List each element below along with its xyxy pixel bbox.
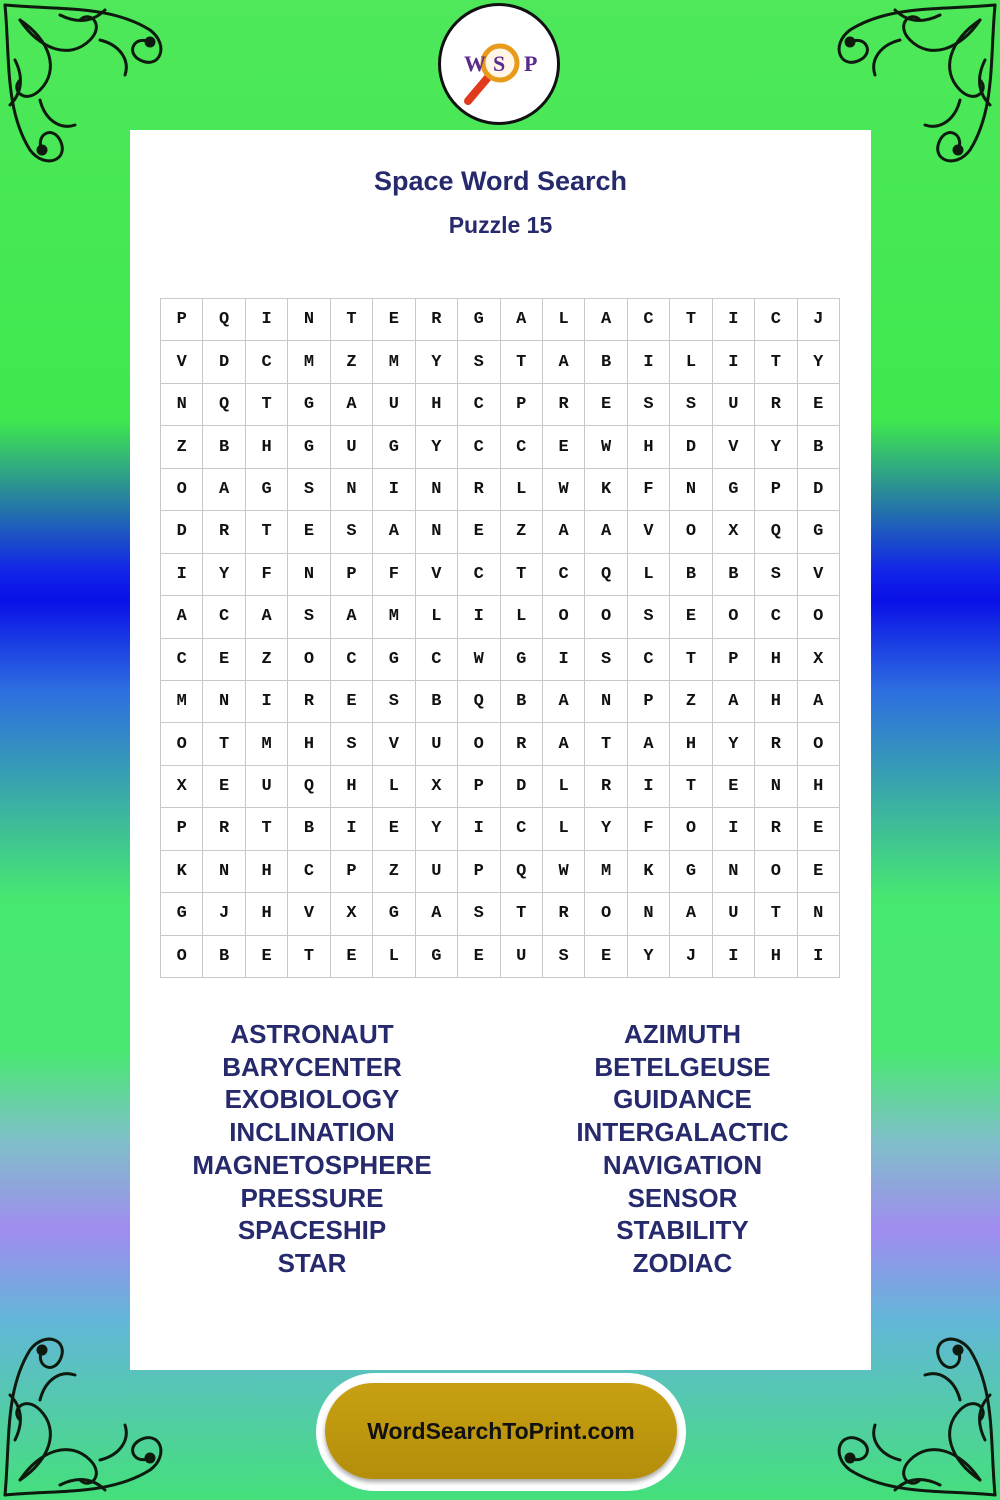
grid-cell[interactable]: N: [161, 384, 203, 426]
grid-cell[interactable]: O: [288, 639, 330, 681]
grid-cell[interactable]: A: [543, 723, 585, 765]
grid-cell[interactable]: X: [161, 766, 203, 808]
grid-cell[interactable]: H: [288, 723, 330, 765]
grid-cell[interactable]: T: [755, 341, 797, 383]
grid-cell[interactable]: A: [331, 384, 373, 426]
grid-cell[interactable]: A: [628, 723, 670, 765]
grid-cell[interactable]: A: [585, 511, 627, 553]
grid-cell[interactable]: N: [288, 554, 330, 596]
grid-cell[interactable]: B: [670, 554, 712, 596]
grid-cell[interactable]: C: [628, 299, 670, 341]
grid-cell[interactable]: W: [543, 469, 585, 511]
grid-cell[interactable]: V: [288, 893, 330, 935]
grid-cell[interactable]: U: [713, 384, 755, 426]
page-title: Space Word Search: [373, 166, 628, 196]
grid-cell[interactable]: L: [373, 936, 415, 978]
grid-cell[interactable]: O: [585, 893, 627, 935]
grid-cell[interactable]: L: [501, 469, 543, 511]
word-list-item: AZIMUTH: [624, 1019, 741, 1049]
grid-cell[interactable]: O: [161, 936, 203, 978]
grid-cell[interactable]: S: [628, 384, 670, 426]
grid-cell[interactable]: Z: [161, 426, 203, 468]
grid-cell[interactable]: Y: [628, 936, 670, 978]
grid-cell[interactable]: Y: [416, 808, 458, 850]
grid-cell[interactable]: U: [713, 893, 755, 935]
grid-cell[interactable]: G: [713, 469, 755, 511]
grid-cell[interactable]: I: [331, 808, 373, 850]
grid-cell[interactable]: T: [585, 723, 627, 765]
grid-cell[interactable]: W: [543, 851, 585, 893]
grid-cell[interactable]: F: [246, 554, 288, 596]
grid-cell[interactable]: R: [458, 469, 500, 511]
grid-cell[interactable]: P: [331, 851, 373, 893]
grid-cell[interactable]: Z: [246, 639, 288, 681]
grid-cell[interactable]: S: [628, 596, 670, 638]
puzzle-panel: [130, 130, 871, 1370]
grid-cell[interactable]: L: [670, 341, 712, 383]
grid-cell[interactable]: K: [628, 851, 670, 893]
grid-cell[interactable]: L: [543, 299, 585, 341]
grid-cell[interactable]: G: [416, 936, 458, 978]
grid-cell[interactable]: A: [331, 596, 373, 638]
grid-cell[interactable]: A: [246, 596, 288, 638]
grid-cell[interactable]: H: [755, 681, 797, 723]
grid-cell[interactable]: S: [288, 596, 330, 638]
grid-cell[interactable]: E: [585, 384, 627, 426]
grid-cell[interactable]: I: [713, 936, 755, 978]
wsp-logo[interactable]: [438, 3, 560, 125]
word-list-left: [130, 1018, 494, 1280]
grid-cell[interactable]: I: [246, 299, 288, 341]
grid-cell[interactable]: H: [670, 723, 712, 765]
grid-cell[interactable]: K: [161, 851, 203, 893]
grid-cell[interactable]: U: [246, 766, 288, 808]
grid-cell[interactable]: J: [203, 893, 245, 935]
grid-cell[interactable]: G: [458, 299, 500, 341]
grid-cell[interactable]: R: [755, 723, 797, 765]
grid-cell[interactable]: H: [628, 426, 670, 468]
grid-cell[interactable]: O: [543, 596, 585, 638]
word-list-item: BETELGEUSE: [594, 1051, 771, 1082]
grid-cell[interactable]: R: [203, 511, 245, 553]
word-list-item: STABILITY: [616, 1215, 749, 1246]
grid-cell[interactable]: P: [713, 639, 755, 681]
grid-cell[interactable]: I: [458, 596, 500, 638]
grid-cell[interactable]: P: [331, 554, 373, 596]
grid-cell[interactable]: Y: [203, 554, 245, 596]
grid-cell[interactable]: N: [798, 893, 840, 935]
grid-cell[interactable]: T: [501, 341, 543, 383]
grid-cell[interactable]: Z: [331, 341, 373, 383]
grid-cell[interactable]: Q: [288, 766, 330, 808]
grid-cell[interactable]: O: [161, 469, 203, 511]
grid-cell[interactable]: M: [161, 681, 203, 723]
grid-cell[interactable]: N: [585, 681, 627, 723]
grid-cell[interactable]: O: [458, 723, 500, 765]
word-list-item: INCLINATION: [229, 1117, 395, 1148]
grid-cell[interactable]: T: [246, 511, 288, 553]
grid-cell[interactable]: E: [543, 426, 585, 468]
word-list: [130, 1018, 871, 1280]
grid-cell[interactable]: I: [543, 639, 585, 681]
grid-cell[interactable]: A: [543, 511, 585, 553]
grid-cell[interactable]: H: [246, 851, 288, 893]
grid-cell[interactable]: O: [670, 808, 712, 850]
grid-cell[interactable]: L: [416, 596, 458, 638]
grid-cell[interactable]: A: [585, 299, 627, 341]
word-list-item: EXOBIOLOGY: [224, 1084, 400, 1115]
grid-cell[interactable]: B: [585, 341, 627, 383]
grid-cell[interactable]: O: [755, 851, 797, 893]
grid-cell[interactable]: V: [416, 554, 458, 596]
grid-cell[interactable]: G: [373, 426, 415, 468]
magnifier-icon: [444, 9, 554, 119]
grid-cell[interactable]: O: [713, 596, 755, 638]
grid-cell[interactable]: T: [246, 808, 288, 850]
grid-cell[interactable]: G: [246, 469, 288, 511]
grid-cell[interactable]: B: [713, 554, 755, 596]
grid-cell[interactable]: C: [288, 851, 330, 893]
grid-cell[interactable]: Q: [203, 299, 245, 341]
grid-cell[interactable]: T: [670, 639, 712, 681]
grid-cell[interactable]: C: [416, 639, 458, 681]
grid-cell[interactable]: A: [543, 341, 585, 383]
grid-cell[interactable]: G: [161, 893, 203, 935]
grid-cell[interactable]: C: [458, 384, 500, 426]
grid-cell[interactable]: E: [331, 936, 373, 978]
grid-cell[interactable]: O: [585, 596, 627, 638]
grid-cell[interactable]: S: [458, 341, 500, 383]
grid-cell[interactable]: Y: [798, 341, 840, 383]
grid-cell[interactable]: E: [798, 384, 840, 426]
grid-cell[interactable]: Q: [501, 851, 543, 893]
footer-link-container: [316, 1373, 686, 1491]
grid-cell[interactable]: E: [798, 851, 840, 893]
grid-cell[interactable]: D: [501, 766, 543, 808]
grid-cell[interactable]: C: [331, 639, 373, 681]
grid-cell[interactable]: R: [501, 723, 543, 765]
grid-cell[interactable]: C: [458, 426, 500, 468]
grid-cell[interactable]: T: [501, 893, 543, 935]
grid-cell[interactable]: R: [543, 384, 585, 426]
grid-cell[interactable]: C: [203, 596, 245, 638]
grid-cell[interactable]: S: [458, 893, 500, 935]
grid-cell[interactable]: N: [331, 469, 373, 511]
grid-cell[interactable]: E: [798, 808, 840, 850]
grid-cell[interactable]: A: [670, 893, 712, 935]
grid-cell[interactable]: Y: [416, 341, 458, 383]
grid-cell[interactable]: T: [288, 936, 330, 978]
grid-cell[interactable]: Y: [755, 426, 797, 468]
logo-letter-p: P: [524, 51, 538, 76]
grid-cell[interactable]: H: [246, 426, 288, 468]
grid-cell[interactable]: D: [161, 511, 203, 553]
grid-cell[interactable]: Q: [458, 681, 500, 723]
grid-cell[interactable]: L: [373, 766, 415, 808]
website-link-button[interactable]: WordSearchToPrint.com: [325, 1383, 677, 1479]
grid-cell[interactable]: D: [798, 469, 840, 511]
grid-cell[interactable]: C: [161, 639, 203, 681]
grid-cell[interactable]: L: [543, 766, 585, 808]
grid-cell[interactable]: H: [798, 766, 840, 808]
grid-cell[interactable]: P: [501, 384, 543, 426]
logo-letter-s: S: [493, 51, 506, 76]
grid-cell[interactable]: I: [246, 681, 288, 723]
grid-cell[interactable]: M: [288, 341, 330, 383]
grid-cell[interactable]: C: [458, 554, 500, 596]
grid-cell[interactable]: B: [501, 681, 543, 723]
grid-cell[interactable]: A: [161, 596, 203, 638]
grid-cell[interactable]: A: [501, 299, 543, 341]
word-list-item: SPACESHIP: [237, 1215, 387, 1246]
grid-cell[interactable]: L: [543, 808, 585, 850]
word-list-item: SENSOR: [627, 1182, 738, 1213]
grid-cell[interactable]: A: [713, 681, 755, 723]
word-list-right: [494, 1018, 871, 1280]
grid-cell[interactable]: E: [331, 681, 373, 723]
grid-cell[interactable]: J: [798, 299, 840, 341]
grid-cell[interactable]: T: [331, 299, 373, 341]
grid-cell[interactable]: H: [755, 639, 797, 681]
grid-cell[interactable]: H: [246, 893, 288, 935]
grid-cell[interactable]: O: [798, 723, 840, 765]
grid-cell[interactable]: T: [203, 723, 245, 765]
grid-cell[interactable]: A: [203, 469, 245, 511]
grid-cell[interactable]: Q: [585, 554, 627, 596]
grid-cell[interactable]: R: [416, 299, 458, 341]
grid-cell[interactable]: G: [288, 426, 330, 468]
word-list-item: PRESSURE: [240, 1182, 384, 1213]
grid-cell[interactable]: A: [798, 681, 840, 723]
grid-cell[interactable]: X: [416, 766, 458, 808]
grid-cell[interactable]: C: [628, 639, 670, 681]
grid-cell[interactable]: R: [543, 893, 585, 935]
grid-cell[interactable]: B: [798, 426, 840, 468]
grid-cell[interactable]: N: [713, 851, 755, 893]
grid-cell[interactable]: S: [373, 681, 415, 723]
grid-cell[interactable]: I: [713, 299, 755, 341]
grid-cell[interactable]: F: [628, 808, 670, 850]
grid-cell[interactable]: C: [755, 596, 797, 638]
grid-cell[interactable]: S: [331, 511, 373, 553]
grid-cell[interactable]: E: [203, 766, 245, 808]
grid-cell[interactable]: O: [670, 511, 712, 553]
grid-cell[interactable]: I: [713, 341, 755, 383]
grid-cell[interactable]: S: [755, 554, 797, 596]
grid-cell[interactable]: Q: [203, 384, 245, 426]
word-list-item: GUIDANCE: [613, 1084, 752, 1115]
grid-cell[interactable]: D: [203, 341, 245, 383]
grid-cell[interactable]: E: [203, 639, 245, 681]
grid-cell[interactable]: G: [501, 639, 543, 681]
grid-cell[interactable]: N: [203, 681, 245, 723]
grid-cell[interactable]: N: [628, 893, 670, 935]
grid-cell[interactable]: Q: [755, 511, 797, 553]
grid-cell[interactable]: I: [628, 766, 670, 808]
grid-cell[interactable]: S: [288, 469, 330, 511]
grid-cell[interactable]: K: [585, 469, 627, 511]
grid-cell[interactable]: N: [416, 511, 458, 553]
word-list-item: NAVIGATION: [602, 1149, 763, 1180]
grid-cell[interactable]: G: [798, 511, 840, 553]
grid-cell[interactable]: B: [416, 681, 458, 723]
puzzle-number: Puzzle 15: [448, 212, 553, 238]
grid-cell[interactable]: S: [331, 723, 373, 765]
grid-cell[interactable]: X: [713, 511, 755, 553]
grid-cell[interactable]: L: [501, 596, 543, 638]
grid-cell[interactable]: T: [670, 766, 712, 808]
letter-grid: [160, 298, 840, 978]
grid-cell[interactable]: I: [373, 469, 415, 511]
grid-cell[interactable]: R: [203, 808, 245, 850]
grid-cell[interactable]: M: [585, 851, 627, 893]
grid-cell[interactable]: R: [288, 681, 330, 723]
grid-cell[interactable]: V: [798, 554, 840, 596]
grid-cell[interactable]: P: [628, 681, 670, 723]
grid-cell[interactable]: G: [373, 639, 415, 681]
grid-cell[interactable]: E: [670, 596, 712, 638]
grid-cell[interactable]: U: [331, 426, 373, 468]
grid-cell[interactable]: N: [203, 851, 245, 893]
grid-cell[interactable]: T: [501, 554, 543, 596]
grid-cell[interactable]: F: [628, 469, 670, 511]
grid-cell[interactable]: U: [416, 723, 458, 765]
grid-cell[interactable]: C: [543, 554, 585, 596]
grid-cell[interactable]: X: [798, 639, 840, 681]
grid-cell[interactable]: I: [713, 808, 755, 850]
grid-cell[interactable]: M: [246, 723, 288, 765]
grid-cell[interactable]: A: [416, 893, 458, 935]
grid-cell[interactable]: S: [543, 936, 585, 978]
grid-cell[interactable]: N: [755, 766, 797, 808]
grid-cell[interactable]: N: [416, 469, 458, 511]
grid-cell[interactable]: I: [628, 341, 670, 383]
grid-cell[interactable]: F: [373, 554, 415, 596]
grid-cell[interactable]: B: [288, 808, 330, 850]
grid-cell[interactable]: V: [713, 426, 755, 468]
grid-cell[interactable]: E: [373, 808, 415, 850]
word-list-item: ZODIAC: [632, 1247, 733, 1278]
grid-cell[interactable]: L: [628, 554, 670, 596]
grid-cell[interactable]: R: [755, 808, 797, 850]
grid-cell[interactable]: N: [288, 299, 330, 341]
grid-cell[interactable]: P: [458, 851, 500, 893]
grid-cell[interactable]: H: [331, 766, 373, 808]
grid-cell[interactable]: I: [798, 936, 840, 978]
grid-cell[interactable]: V: [373, 723, 415, 765]
grid-cell[interactable]: B: [203, 936, 245, 978]
grid-cell[interactable]: U: [416, 851, 458, 893]
grid-cell[interactable]: Y: [585, 808, 627, 850]
word-list-item: ASTRONAUT: [230, 1019, 394, 1049]
grid-cell[interactable]: V: [628, 511, 670, 553]
grid-cell[interactable]: Z: [501, 511, 543, 553]
grid-cell[interactable]: I: [458, 808, 500, 850]
grid-cell[interactable]: W: [585, 426, 627, 468]
grid-cell[interactable]: J: [670, 936, 712, 978]
word-list-item: INTERGALACTIC: [576, 1117, 789, 1148]
grid-cell[interactable]: Y: [713, 723, 755, 765]
logo-letter-w: W: [464, 51, 486, 76]
grid-cell[interactable]: G: [288, 384, 330, 426]
grid-cell[interactable]: O: [161, 723, 203, 765]
grid-cell[interactable]: W: [458, 639, 500, 681]
grid-cell[interactable]: P: [458, 766, 500, 808]
grid-cell[interactable]: T: [755, 893, 797, 935]
grid-cell[interactable]: C: [501, 808, 543, 850]
grid-cell[interactable]: G: [373, 893, 415, 935]
grid-cell[interactable]: I: [161, 554, 203, 596]
grid-cell[interactable]: M: [373, 596, 415, 638]
grid-cell[interactable]: D: [670, 426, 712, 468]
grid-cell[interactable]: A: [373, 511, 415, 553]
grid-cell[interactable]: S: [670, 384, 712, 426]
grid-cell[interactable]: R: [755, 384, 797, 426]
grid-cell[interactable]: Y: [416, 426, 458, 468]
word-list-item: BARYCENTER: [222, 1051, 402, 1082]
word-list-item: MAGNETOSPHERE: [192, 1149, 432, 1180]
grid-cell[interactable]: Z: [670, 681, 712, 723]
word-list-item: STAR: [277, 1247, 347, 1278]
grid-cell[interactable]: N: [670, 469, 712, 511]
grid-cell[interactable]: E: [458, 511, 500, 553]
grid-cell[interactable]: E: [373, 299, 415, 341]
grid-cell[interactable]: A: [543, 681, 585, 723]
grid-cell[interactable]: R: [585, 766, 627, 808]
grid-cell[interactable]: T: [246, 384, 288, 426]
grid-cell[interactable]: M: [373, 341, 415, 383]
grid-cell[interactable]: P: [755, 469, 797, 511]
grid-cell[interactable]: E: [288, 511, 330, 553]
grid-cell[interactable]: E: [585, 936, 627, 978]
grid-cell[interactable]: E: [246, 936, 288, 978]
grid-cell[interactable]: O: [798, 596, 840, 638]
grid-cell[interactable]: G: [670, 851, 712, 893]
grid-cell[interactable]: S: [585, 639, 627, 681]
grid-cell[interactable]: B: [203, 426, 245, 468]
grid-cell[interactable]: H: [416, 384, 458, 426]
grid-cell[interactable]: P: [161, 808, 203, 850]
grid-cell[interactable]: H: [755, 936, 797, 978]
grid-cell[interactable]: X: [331, 893, 373, 935]
grid-cell[interactable]: U: [373, 384, 415, 426]
grid-cell[interactable]: C: [501, 426, 543, 468]
grid-cell[interactable]: E: [458, 936, 500, 978]
grid-cell[interactable]: C: [755, 299, 797, 341]
grid-cell[interactable]: E: [713, 766, 755, 808]
grid-cell[interactable]: V: [161, 341, 203, 383]
grid-cell[interactable]: U: [501, 936, 543, 978]
grid-cell[interactable]: P: [161, 299, 203, 341]
grid-cell[interactable]: T: [670, 299, 712, 341]
grid-cell[interactable]: Z: [373, 851, 415, 893]
grid-cell[interactable]: C: [246, 341, 288, 383]
